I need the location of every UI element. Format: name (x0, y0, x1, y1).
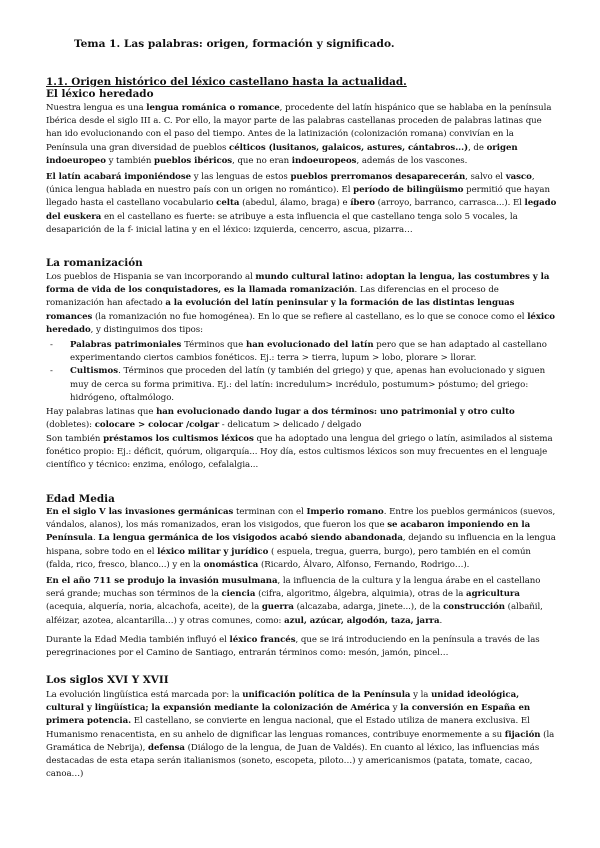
heading-lexico-heredado: El léxico heredado (46, 88, 154, 100)
bold-run: El latín acabará imponiéndose (46, 172, 192, 182)
heading-romanizacion: La romanización (46, 257, 143, 269)
paragraph-lexico-heredado-1: Nuestra lengua es una lengua románica o romance, procedente del latín hispánico que se hablaba en la península Ibérica desde el siglo III a. C. Por ello, la mayor parte de las palabras castellanas proceden de palabras latinas que han ido evolucionando con el paso del tiempo. Antes de la latinización (colonización romana) convivían en la Península una gran diversidad de pueblos célticos (lusitanos, galaicos, astures, cántabros...), de origen indoeuropeo y también pueblos ibéricos, que no eran indoeuropeos, además de los vascones. (46, 103, 552, 166)
bold-run: guerra (261, 602, 294, 613)
bold-run: período de bilingüismo (353, 185, 464, 196)
bold-run: se acabaron imponiendo en la Península (46, 520, 531, 544)
bold-run: lengua románica o romance (146, 103, 280, 113)
bold-run: íbero (350, 198, 375, 209)
paragraph-edad-media-3: Durante la Edad Media también influyó el léxico francés, que se irá introduciendo en la península a través de las peregrinaciones por el Camino de Santiago, entrarán términos como: mesón, jamón, pincel… (46, 635, 540, 659)
bold-run: léxico francés (229, 635, 296, 645)
paragraph-romanizacion-1: Los pueblos de Hispania se van incorporando al mundo cultural latino: adoptan la lengua, las costumbres y la forma de vida de los conquistadores, es la llamada romanización. Las diferencias en el proceso de romanización han afectado a la evolución del latín peninsular y la formación de las distintas lenguas romances (la romanización no fue homogénea). En lo que se refiere al castellano, es lo que se conoce como el léxico heredado, y distinguimos dos tipos: (46, 272, 555, 335)
bold-run: En el año 711 se produjo la invasión musulmana (46, 576, 278, 586)
paragraph-romanizacion-2: Hay palabras latinas que han evolucionado dando lugar a dos términos: uno patrimonial y otro culto (dobletes): colocare > colocar /colgar - delicatum > delicado / delgado (46, 407, 515, 431)
document-title: Tema 1. Las palabras: origen, formación y significado. (74, 38, 395, 50)
list-item-text: Cultismos. Términos que proceden del latín (y también del griego) y que, apenas han evolucionado y siguen muy de cerca su forma primitiva. Ej.: del latín: incredulum> incrédulo, postumum> póstumo; del griego: hidrógeno, oftalmólogo. (70, 366, 546, 403)
bold-run: han evolucionado del latín (245, 340, 374, 350)
list-item (46, 365, 558, 405)
bold-run: pueblos prerromanos desaparecerán (290, 172, 466, 182)
list-item-text: Palabras patrimoniales Términos que han evolucionado del latín pero que se han adaptado al castellano experimentando ciertos cambios fonéticos. Ej.: terra > tierra, lupum > lobo, plorare > llorar. (70, 340, 547, 364)
bold-run: han evolucionado dando lugar a dos términos: uno patrimonial y otro culto (156, 407, 515, 417)
bold-run: Imperio romano (306, 507, 384, 517)
bold-run: léxico heredado (46, 311, 555, 335)
list-bullet: - (50, 366, 53, 377)
bold-run: célticos (lusitanos, galaicos, astures, cántabros...) (229, 142, 469, 153)
list-bullet: - (50, 340, 53, 350)
bold-run: Cultismos (70, 366, 119, 377)
bold-run: agricultura (466, 589, 520, 600)
bold-run: onomástica (203, 559, 259, 570)
bold-run: colocare > colocar /colgar (94, 420, 220, 431)
section-heading-origen: 1.1. Origen histórico del léxico castellano hasta la actualidad. (46, 76, 407, 88)
paragraph-siglos-1: La evolución lingüística está marcada por: la unificación política de la Península y la unidad ideológica, cultural y lingüística; la expansión mediante la colonización de América y la conversión en España en primera potencia. El castellano, se convierte en lengua nacional, que el Estado utiliza de manera exclusiva. El Humanismo renacentista, en su anhelo de dignificar las lenguas romances, contribuye enormemente a su fijación (la Gramática de Nebrija), defensa (Diálogo de la lengua, de Juan de Valdés). En cuanto al léxico, las influencias más destacadas de esta etapa serán italianismos (soneto, escopeta, piloto…) y americanismos (patata, tomate, cacao, canoa…) (46, 690, 555, 780)
bold-run: unificación política de la Península (242, 690, 411, 700)
heading-edad-media: Edad Media (46, 493, 115, 505)
bold-run: legado del euskera (46, 198, 557, 222)
list-tipos-lexico (46, 339, 558, 405)
paragraph-edad-media-1: En el siglo V las invasiones germánicas terminan con el Imperio romano. Entre los pueblos germánicos (suevos, vándalos, alanos), los más romanizados, eran los visigodos, que fueron los que se acabaron imponiendo en la Península. La lengua germánica de los visigodos acabó siendo abandonada, dejando su influencia en la lengua hispana, sobre todo en el léxico militar y jurídico ( espuela, tregua, guerra, burgo), pero también en el común (falda, rico, fresco, blanco...) y en la onomástica (Ricardo, Álvaro, Alfonso, Fernando, Rodrigo…). (46, 507, 556, 570)
bold-run: indoeuropeos (291, 155, 357, 166)
bold-run: En el siglo V las invasiones germánicas (46, 507, 234, 517)
bold-run: fijación (504, 729, 541, 740)
paragraph-romanizacion-3: Son también préstamos los cultismos léxicos que ha adoptado una lengua del griego o latín, asimilados al sistema fonético propio: Ej.: déficit, quórum, oligarquía... Hoy día, estos cultismos léxicos son muy frecuentes en el lenguaje científico y técnico: enzima, enólogo, cefalalgia... (46, 434, 553, 471)
bold-run: la conversión en España en primera potencia. (46, 703, 531, 727)
heading-siglos-xvi-xvii: Los siglos XVI Y XVII (46, 674, 169, 686)
bold-run: origen indoeuropeo (46, 142, 518, 166)
bold-run: construcción (443, 602, 505, 613)
bold-run: préstamos los cultismos léxicos (103, 434, 254, 444)
bold-run: celta (216, 198, 240, 209)
bold-run: mundo cultural latino: adoptan la lengua, las costumbres y la forma de vida de los conquistadores, es la llamada romanización (46, 272, 550, 296)
bold-run: Palabras patrimoniales (70, 340, 182, 350)
bold-run: La lengua germánica de los visigodos acabó siendo abandonada (98, 533, 403, 544)
bold-run: pueblos ibéricos (154, 155, 233, 166)
bold-run: a la evolución del latín peninsular y la formación de las distintas lenguas romances (46, 298, 515, 322)
bold-run: defensa (147, 742, 185, 753)
paragraph-lexico-heredado-2: El latín acabará imponiéndose y las lenguas de estos pueblos prerromanos desaparecerán, salvo el vasco, (única lengua hablada en nuestro país con un origen no romántico). El período de bilingüismo permitió que hayan llegado hasta el castellano vocabulario celta (abedul, álamo, braga) e íbero (arroyo, barranco, carrasca...). El legado del euskera en el castellano es fuerte: se atribuye a esta influencia el que castellano tenga solo 5 vocales, la desaparición de la f- inicial latina y en el léxico: izquierda, cencerro, ascua, pizarra… (46, 172, 557, 235)
bold-run: vasco (505, 172, 532, 182)
bold-run: léxico militar y jurídico (157, 546, 269, 557)
paragraph-edad-media-2: En el año 711 se produjo la invasión musulmana, la influencia de la cultura y la lengua árabe en el castellano será grande; muchas son términos de la ciencia (cifra, algoritmo, álgebra, alquimia), otras de la agricultura (acequia, alquería, noria, alcachofa, aceite), de la guerra (alcazaba, adarga, jinete...), de la construcción (albañil, alféizar, azotea, alcantarilla…) y otras comunes, como: azul, azúcar, algodón, taza, jarra. (46, 576, 543, 626)
bold-run: ciencia (221, 589, 256, 600)
bold-run: unidad ideológica, cultural y lingüística; la expansión mediante la colonización de América (46, 690, 520, 714)
bold-run: azul, azúcar, algodón, taza, jarra (284, 615, 440, 626)
list-item (46, 339, 558, 365)
